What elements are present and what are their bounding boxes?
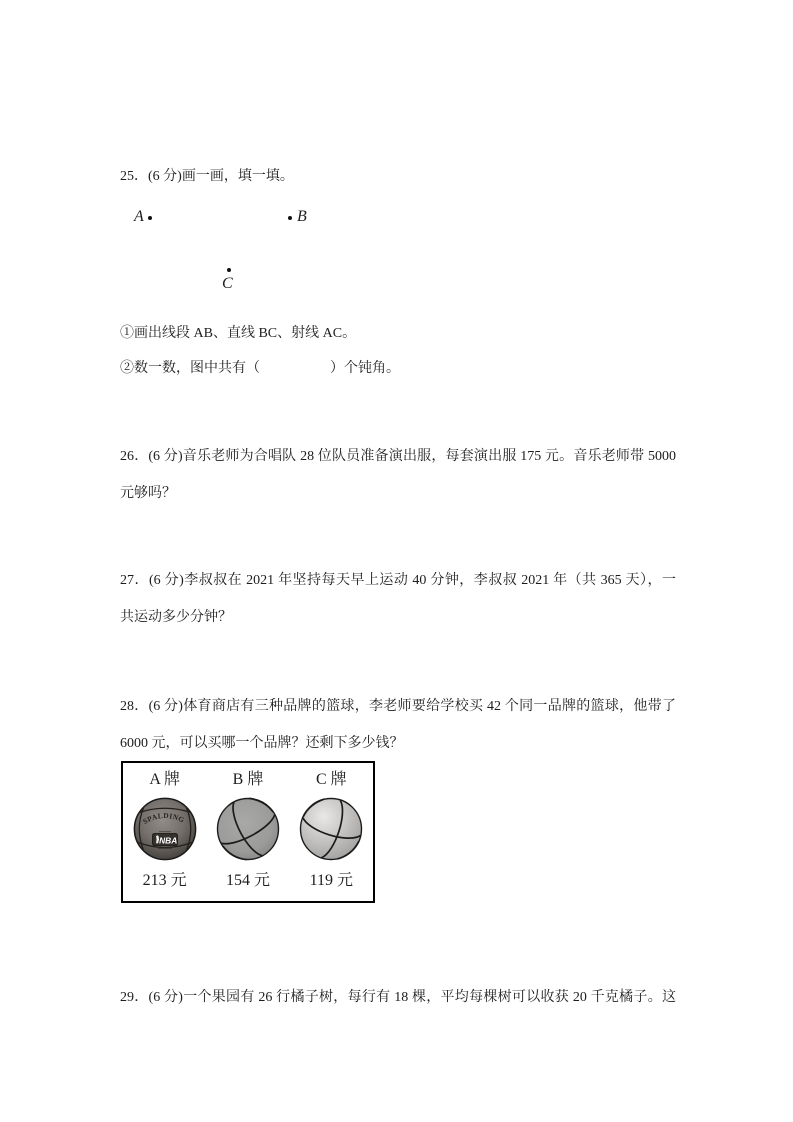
brand-a-column	[124, 763, 206, 900]
point-a-label: A	[134, 208, 144, 225]
brand-a-price: 213 元	[142, 872, 187, 889]
question-29-line-1: 29．(6 分)一个果园有 26 行橘子树，每行有 18 棵，平均每棵树可以收获 20 千克橘子。这	[120, 990, 676, 1005]
question-25-subitem-1: ①画出线段 AB、直线 BC、射线 AC。	[120, 326, 357, 341]
brand-a-label: A 牌	[149, 771, 180, 788]
point-b-label: B	[297, 208, 307, 225]
brand-c-price: 119 元	[309, 872, 354, 889]
question-27-line-1: 27．(6 分)李叔叔在 2021 年坚持每天早上运动 40 分钟，李叔叔 2021 年（共 365 天），一	[120, 573, 676, 588]
point-b-dot-icon	[288, 216, 292, 220]
brand-c-label: C 牌	[315, 771, 347, 788]
basketball-icon	[299, 797, 363, 861]
ball-brand-text: SPALDING	[140, 810, 186, 826]
basketball-price-table	[121, 761, 375, 903]
question-26	[120, 438, 676, 512]
spalding-nba-basketball-icon	[133, 797, 197, 861]
question-26-line-2: 元够吗？	[120, 486, 176, 501]
question-28-line-2: 6000 元，可以买哪一个品牌？还剩下多少钱？	[120, 736, 404, 751]
point-c-label: C	[222, 275, 233, 292]
brand-b-price: 154 元	[225, 872, 270, 889]
question-29	[120, 979, 676, 1016]
question-28	[120, 688, 676, 762]
question-25-subitem-2: ②数一数，图中共有（ ）个钝角。	[120, 361, 400, 376]
brand-b-label: B 牌	[232, 771, 264, 788]
brand-c-column	[290, 763, 372, 900]
question-27	[120, 562, 676, 636]
ball-logo-text: NBA	[158, 835, 177, 846]
question-28-line-1: 28．(6 分)体育商店有三种品牌的篮球，李老师要给学校买 42 个同一品牌的篮球，他带了	[120, 699, 676, 714]
basketball-icon	[216, 797, 280, 861]
question-25-heading: 25．(6 分)画一画，填一填。	[120, 169, 294, 184]
point-c-dot-icon	[227, 268, 231, 272]
brand-b-column	[207, 763, 289, 900]
point-a-dot-icon	[148, 216, 152, 220]
question-27-line-2: 共运动多少分钟？	[120, 610, 232, 625]
question-26-line-1: 26．(6 分)音乐老师为合唱队 28 位队员准备演出服，每套演出服 175 元。音乐老师带 5000	[120, 449, 676, 464]
